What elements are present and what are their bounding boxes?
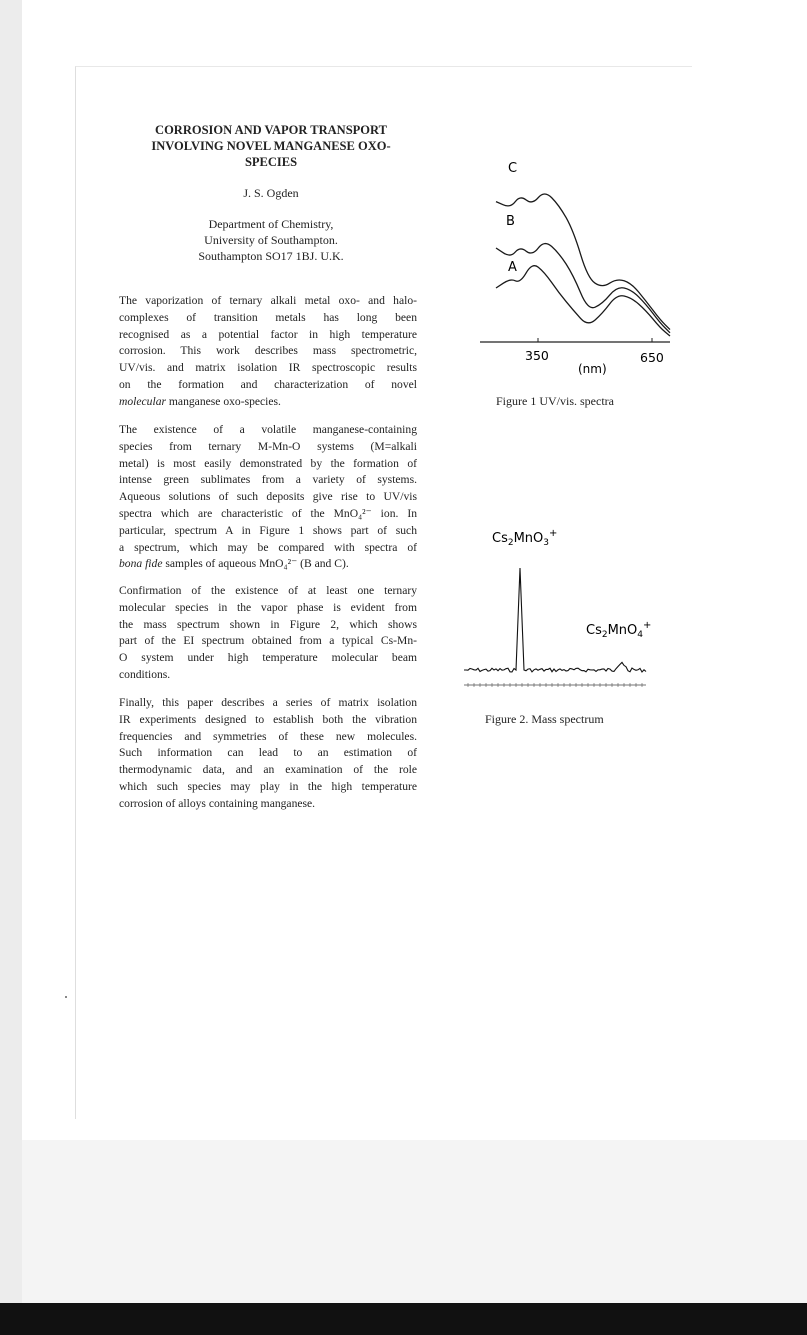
x-tick-label-650: 650 — [640, 350, 664, 365]
text-line: Such information can lead to an estimation of — [119, 746, 417, 760]
emphasis: molecular — [119, 394, 167, 408]
author-name: J. S. Ogden — [243, 186, 299, 200]
text-line: Aqueous solutions of such deposits give rise to UV/vis — [119, 490, 417, 504]
label-part: 3 — [543, 538, 550, 548]
text-line: which such species may play in the high temperature — [119, 779, 417, 793]
text-line: a spectrum, which may be compared with spectra of — [119, 540, 417, 554]
text-line: intense green sublimates from a variety of systems. — [119, 473, 417, 487]
text-line: Finally, this paper describes a series of matrix isolation — [119, 696, 417, 709]
label-part: MnO — [607, 623, 638, 638]
paragraph-matrix-isolation — [119, 695, 417, 813]
emphasis: bona fide — [119, 557, 163, 571]
x-tick-label-350: 350 — [525, 348, 549, 363]
affiliation-line: Department of Chemistry, — [208, 217, 334, 231]
text-line: complexes of transition metals has long been — [119, 310, 417, 324]
text-line: corrosion. This work describes mass spectrometric, — [119, 344, 417, 358]
label-part: MnO — [513, 531, 544, 546]
paragraph-mass-spec — [119, 583, 417, 684]
title-line: CORROSION AND VAPOR TRANSPORT — [155, 123, 387, 137]
scanner-bottom-edge — [0, 1303, 807, 1335]
uvvis-curve-a — [496, 266, 670, 336]
text-line: spectra which are characteristic of the MnO₄²⁻ ion. In — [119, 506, 417, 520]
label-part: 4 — [637, 630, 644, 640]
text-line — [119, 556, 417, 573]
text-line: metal) is most easily demonstrated by the formation of — [119, 456, 417, 470]
paper-title — [135, 122, 407, 170]
text-line: frequencies and symmetries of these new molecules. — [119, 729, 417, 743]
curve-label-a: A — [508, 260, 517, 275]
label-part: + — [643, 620, 652, 631]
figure-1-caption: Figure 1 UV/vis. spectra — [496, 394, 614, 408]
text-line: molecular species in the vapor phase is evident from — [119, 600, 417, 614]
figure-1-uvvis-chart — [478, 150, 678, 380]
text-line: Confirmation of the existence of at least one ternary — [119, 584, 417, 597]
curve-label-c: C — [508, 161, 518, 176]
text-line: species from ternary M-Mn-O systems (M=alkali — [119, 439, 417, 453]
paragraph-uvvis — [119, 422, 417, 573]
affiliation-line: University of Southampton. — [204, 233, 338, 247]
label-part: Cs — [492, 531, 508, 546]
text-line: The vaporization of ternary alkali metal oxo- and halo- — [119, 294, 417, 307]
title-line: INVOLVING NOVEL MANGANESE OXO- — [151, 139, 391, 153]
text-line: thermodynamic data, and an examination of the role — [119, 763, 417, 777]
text-run: samples of aqueous MnO₄²⁻ (B and C). — [162, 557, 349, 571]
text-line: The existence of a volatile manganese-containing — [119, 423, 417, 436]
text-line: the mass spectrum shown in Figure 2, which shows — [119, 617, 417, 631]
mass-spectrum-trace — [464, 568, 646, 672]
text-line: UV/vis. and matrix isolation IR spectroscopic results — [119, 361, 417, 375]
title-line: SPECIES — [244, 155, 298, 169]
text-line — [119, 394, 417, 411]
text-line: particular, spectrum A in Figure 1 shows part of such — [119, 523, 417, 537]
peak-label-cs2mno4 — [586, 620, 651, 640]
text-line: O system under high temperature molecular beam — [119, 651, 417, 665]
text-line: recognised as a potential factor in high temperature — [119, 327, 417, 341]
affiliation-line: Southampton SO17 1BJ. U.K. — [198, 249, 344, 263]
figure-1-curves — [496, 194, 670, 336]
mass-spectrum-line — [464, 568, 646, 672]
label-part: 2 — [507, 538, 514, 548]
uvvis-curve-b — [496, 244, 670, 333]
label-part: 2 — [601, 630, 608, 640]
x-axis-unit: (nm) — [578, 362, 607, 376]
figure-2-mass-spectrum — [460, 520, 670, 690]
peak-label-cs2mno3 — [492, 528, 557, 548]
text-run: manganese oxo-species. — [166, 394, 281, 408]
affiliation — [135, 216, 407, 264]
scan-speck — [65, 996, 67, 998]
paragraph-intro — [119, 293, 417, 411]
figure-2-caption: Figure 2. Mass spectrum — [485, 712, 604, 726]
text-line: on the formation and characterization of novel — [119, 377, 417, 391]
text-line: IR experiments designed to establish both the vibration — [119, 712, 417, 726]
label-part: + — [549, 528, 558, 539]
curve-label-b: B — [506, 214, 515, 229]
scan-edge — [0, 0, 22, 1335]
text-line: part of the EI spectrum obtained from a typical Cs-Mn- — [119, 634, 417, 648]
text-line: conditions. — [119, 667, 171, 681]
label-part: Cs — [586, 623, 602, 638]
text-line: corrosion of alloys containing manganese. — [119, 796, 316, 810]
